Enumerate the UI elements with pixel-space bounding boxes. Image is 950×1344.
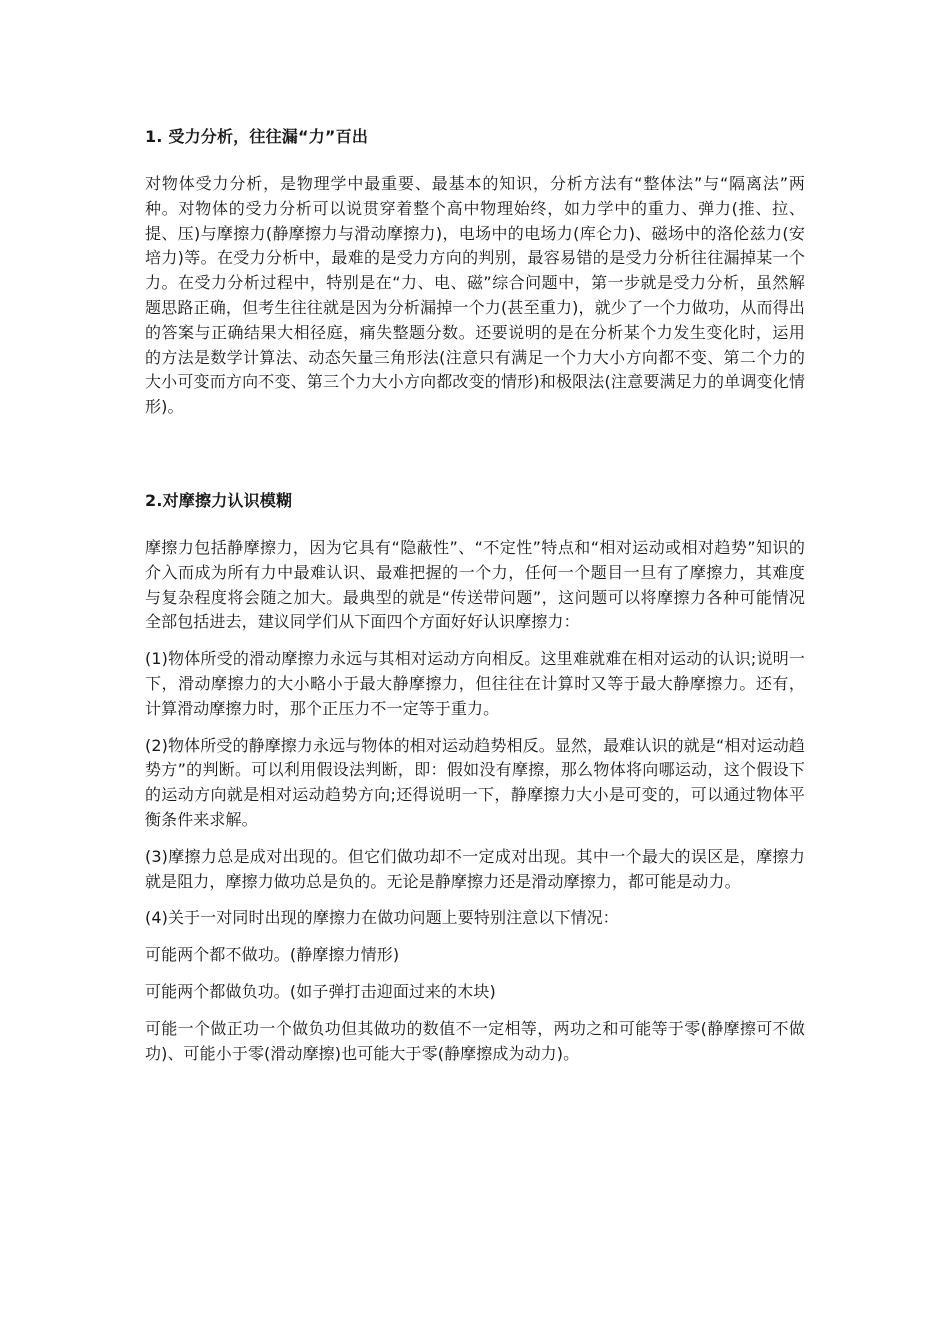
section-2-case-3: 可能一个做正功一个做负功但其做功的数值不一定相等，两功之和可能等于零(静摩擦可不做功)、可能小于零(滑动摩擦)也可能大于零(静摩擦成为动力)。 bbox=[145, 1018, 805, 1063]
document-page bbox=[145, 124, 805, 1078]
section-2-point-3: (3)摩擦力总是成对出现的。但它们做功却不一定成对出现。其中一个最大的误区是，摩擦力就是阻力，摩擦力做功总是负的。无论是静摩擦力还是滑动摩擦力，都可能是动力。 bbox=[145, 846, 805, 891]
section-2-point-4: (4)关于一对同时出现的摩擦力在做功问题上要特别注意以下情况： bbox=[145, 908, 619, 928]
section-2-case-2: 可能两个都做负功。(如子弹打击迎面过来的木块) bbox=[145, 981, 496, 1001]
section-1-paragraph: 对物体受力分析，是物理学中最重要、最基本的知识，分析方法有“整体法”与“隔离法”两种。对物体的受力分析可以说贯穿着整个高中物理始终，如力学中的重力、弹力(推、拉、提、压)与摩擦力(静摩擦力与滑动摩擦力)，电场中的电场力(库仑力)、磁场中的洛伦兹力(安培力)等。在受力分析中，最难的是受力方向的判别，最容易错的是受力分析往往漏掉某一个力。在受力分析过程中，特别是在“力、电、磁”综合问题中，第一步就是受力分析，虽然解题思路正确，但考生往往就是因为分析漏掉一个力(甚至重力)，就少了一个力做功，从而得出的答案与正确结果大相径庭，痛失整题分数。还要说明的是在分析某个力发生变化时，运用的方法是数学计算法、动态矢量三角形法(注意只有满足一个力大小方向都不变、第二个力的大小可变而方向不变、第三个力大小方向都改变的情形)和极限法(注意要满足力的单调变化情形)。 bbox=[145, 174, 805, 417]
section-1-heading: 1. 受力分析，往往漏“力”百出 bbox=[145, 127, 369, 146]
section-2-heading: 2.对摩擦力认识模糊 bbox=[145, 490, 293, 510]
section-2-case-1: 可能两个都不做功。(静摩擦力情形) bbox=[145, 945, 400, 965]
section-2-point-1: (1)物体所受的滑动摩擦力永远与其相对运动方向相反。这里难就难在相对运动的认识;说明一下，滑动摩擦力的大小略小于最大静摩擦力，但往往在计算时又等于最大静摩擦力。还有，计算滑动摩擦力时，那个正压力不一定等于重力。 bbox=[145, 649, 805, 718]
section-2-point-2: (2)物体所受的静摩擦力永远与物体的相对运动趋势相反。显然，最难认识的就是“相对运动趋势方”的判断。可以利用假设法判断，即：假如没有摩擦，那么物体将向哪运动，这个假设下的运动方向就是相对运动趋势方向;还得说明一下，静摩擦力大小是可变的，可以通过物体平衡条件来求解。 bbox=[145, 735, 805, 829]
section-2-intro-paragraph: 摩擦力包括静摩擦力，因为它具有“隐蔽性”、“不定性”特点和“相对运动或相对趋势”知识的介入而成为所有力中最难认识、最难把握的一个力，任何一个题目一旦有了摩擦力，其难度与复杂程度将会随之加大。最典型的就是“传送带问题”，这问题可以将摩擦力各种可能情况全部包括进去，建议同学们从下面四个方面好好认识摩擦力： bbox=[145, 537, 805, 632]
